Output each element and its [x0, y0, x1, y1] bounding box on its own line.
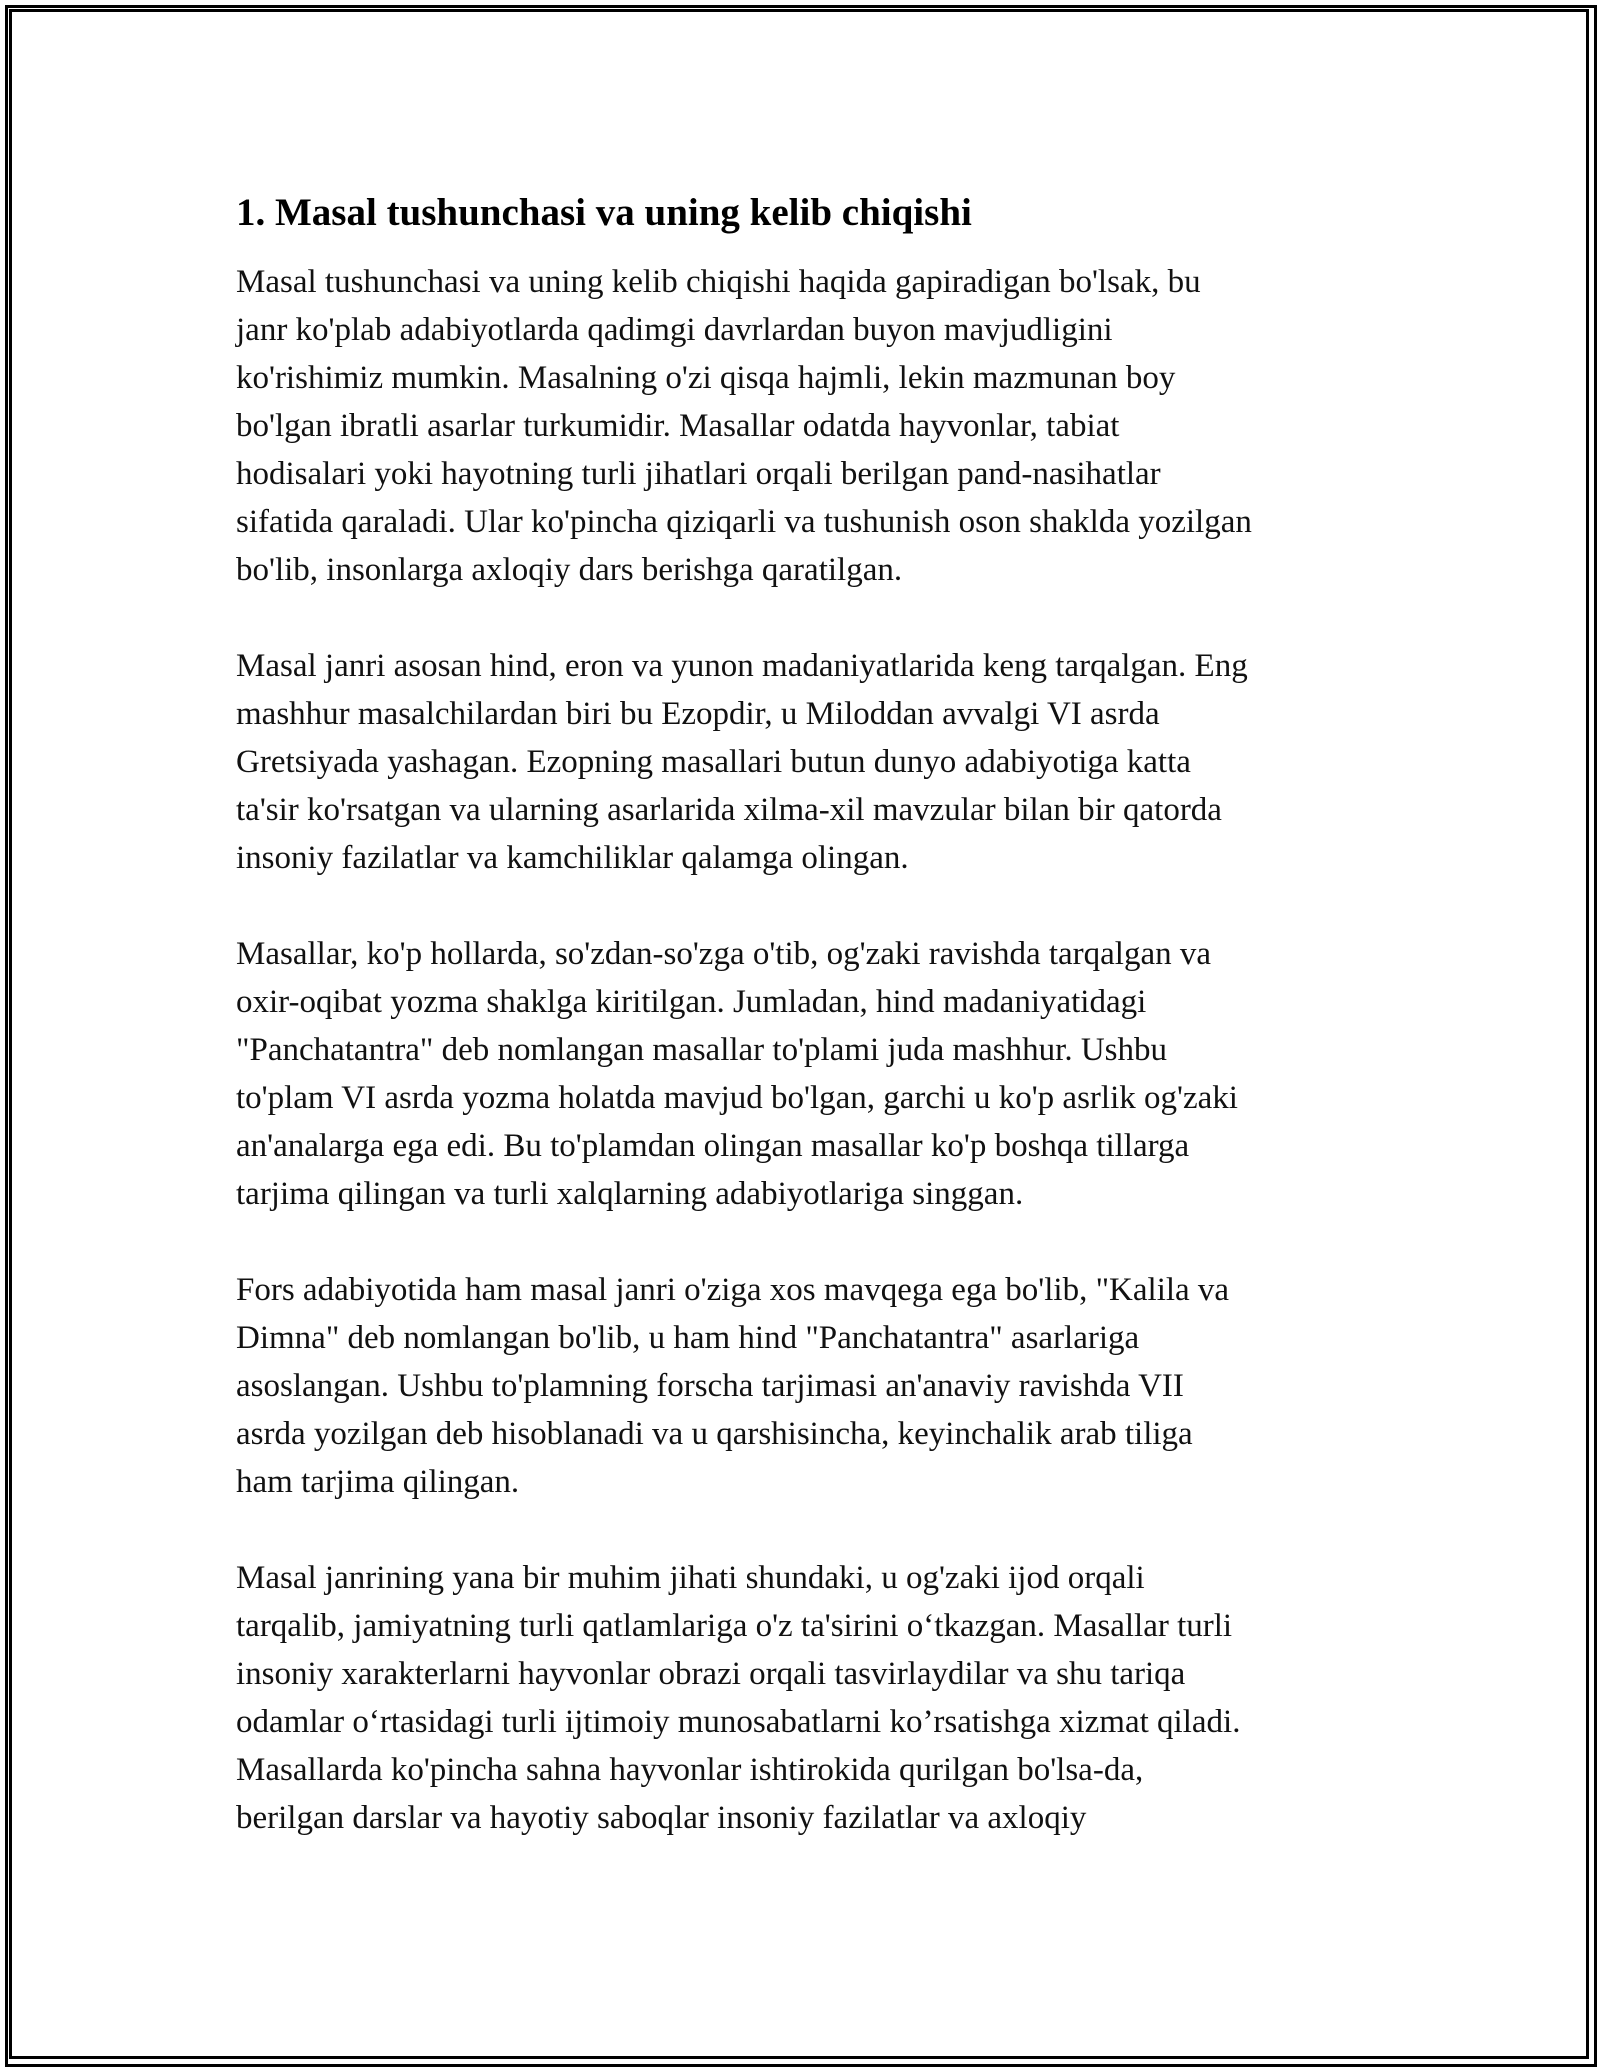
paragraph-1: Masal tushunchasi va uning kelib chiqishi haqida gapiradigan bo'lsak, bu janr ko'plab adabiyotlarda qadimgi davrlardan buyon mavjudligini ko'rishimiz mumkin. Masalning o'zi qisqa hajmli, lekin mazmunan boy bo'lgan ibratli asarlar turkumidir. Masallar odatda hayvonlar, tabiat hodisalari yoki hayotning turli jihatlari orqali berilgan pand-nasihatlar sifatida qaraladi. Ular ko'pincha qiziqarli va tushunish oson shaklda yozilgan bo'lib, insonlarga axloqiy dars berishga qaratilgan.	[236, 264, 1252, 588]
paragraph-3: Masallar, ko'p hollarda, so'zdan-so'zga o'tib, og'zaki ravishda tarqalgan va oxir-oqibat yozma shaklga kiritilgan. Jumladan, hind madaniyatidagi "Panchatantra" deb nomlangan masallar to'plami juda mashhur. Ushbu to'plam VI asrda yozma holatda mavjud bo'lgan, garchi u ko'p asrlik og'zaki an'analarga ega edi. Bu to'plamdan olingan masallar ko'p boshqa tillarga tarjima qilingan va turli xalqlarning adabiyotlariga singgan.	[236, 936, 1238, 1212]
paragraph-4: Fors adabiyotida ham masal janri o'ziga xos mavqega ega bo'lib, "Kalila va Dimna" deb nomlangan bo'lib, u ham hind "Panchatantra" asarlariga asoslangan. Ushbu to'plamning forscha tarjimasi an'anaviy ravishda VII asrda yozilgan deb hisoblanadi va u qarshisincha, keyinchalik arab tiliga ham tarjima qilingan.	[236, 1272, 1230, 1500]
paragraph-2: Masal janri asosan hind, eron va yunon madaniyatlarida keng tarqalgan. Eng mashhur masalchilardan biri bu Ezopdir, u Miloddan avvalgi VI asrda Gretsiyada yashagan. Ezopning masallari butun dunyo adabiyotiga katta ta'sir ko'rsatgan va ularning asarlarida xilma-xil mavzular bilan bir qatorda insoniy fazilatlar va kamchiliklar qalamga olingan.	[236, 648, 1248, 876]
document-body	[236, 188, 1386, 1890]
section-title: 1. Masal tushunchasi va uning kelib chiqishi	[236, 191, 972, 234]
paragraph-5: Masal janrining yana bir muhim jihati shundaki, u og'zaki ijod orqali tarqalib, jamiyatning turli qatlamlariga o'z ta'sirini o‘tkazgan. Masallar turli insoniy xarakterlarni hayvonlar obrazi orqali tasvirlaydilar va shu tariqa odamlar o‘rtasidagi turli ijtimoiy munosabatlarni ko’rsatishga xizmat qiladi. Masallarda ko'pincha sahna hayvonlar ishtirokida qurilgan bo'lsa-da, berilgan darslar va hayotiy saboqlar insoniy fazilatlar va axloqiy	[236, 1560, 1241, 1836]
